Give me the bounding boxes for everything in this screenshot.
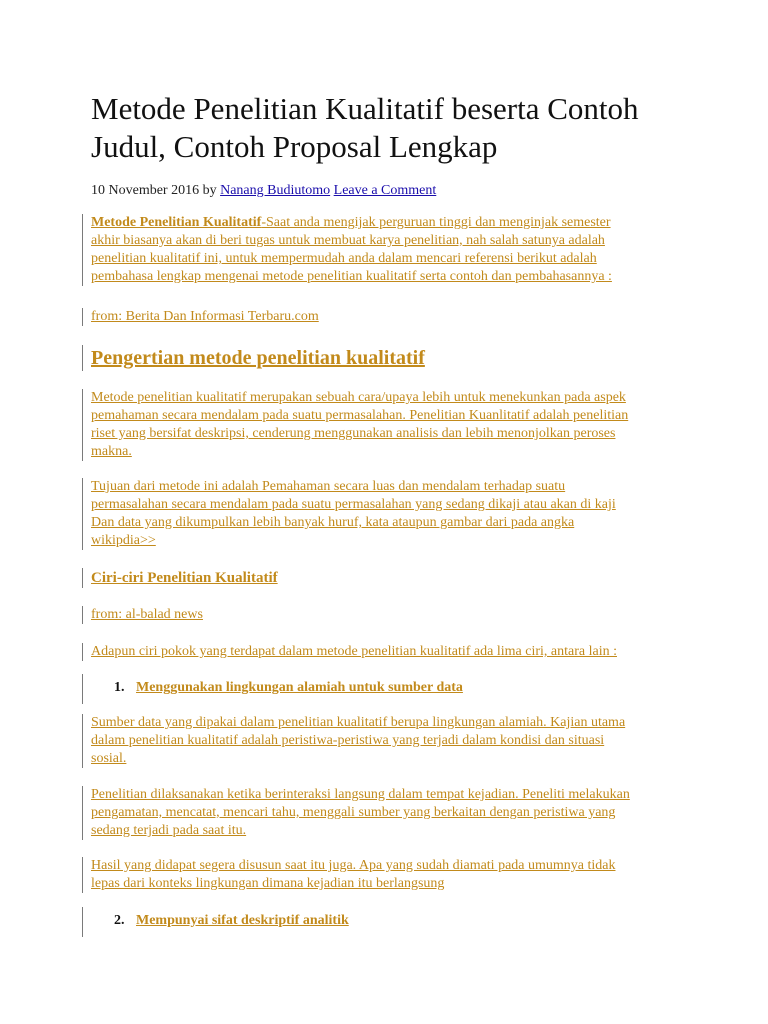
paragraph-hasil: Hasil yang didapat segera disusun saat itu juga. Apa yang sudah diamati pada umumnya tidak lepas dari konteks lingkungan dimana kejadian itu berlangsung — [82, 857, 616, 893]
post-date: 10 November 2016 — [91, 183, 200, 198]
paragraph-tujuan: Tujuan dari metode ini adalah Pemahaman secara luas dan mendalam terhadap suatu permasalahan secara mendalam pada suatu permasalahan yang sedang dikaji atau akan di kaji Dan data yang dikumpulkan lebih banyak huruf, kata ataupun gambar dari pada angka wikipdia>> — [82, 478, 616, 550]
heading-pengertian: Pengertian metode penelitian kualitatif — [82, 345, 425, 371]
author-link[interactable]: Nanang Budiutomo — [220, 183, 331, 198]
intro-line-2: akhir biasanya akan di beri tugas untuk membuat karya penelitian, nah salah satunya adalah — [91, 233, 605, 248]
intro-line-1: Metode Penelitian Kualitatif-Saat anda mengijak perguruan tinggi dan menginjak semester — [91, 215, 611, 230]
intro-line-4: pembahasa lengkap mengenai metode penelitian kualitatif serta contoh dan pembahasannya : — [91, 269, 612, 284]
list-item-2 — [82, 907, 583, 937]
list-item-number: 1. — [114, 680, 125, 695]
list-item-1 — [82, 674, 583, 704]
source-line-2[interactable]: from: al-balad news — [82, 606, 203, 624]
paragraph-sumber-data: Sumber data yang dipakai dalam penelitian kualitatif berupa lingkungan alamiah. Kajian utama dalam penelitian kualitatif adalah peristiwa-peristiwa yang terjadi dalam kondisi dan situasi sosial. — [82, 714, 625, 768]
paragraph-pengertian: Metode penelitian kualitatif merupakan sebuah cara/upaya lebih untuk menekunkan pada aspek pemahaman secara mendalam pada suatu permasalahan. Penelitian Kuanlitatif adalah penelitian riset yang bersifat deskripsi, cenderung menggunakan analisis dan lebih menonjolkan peroses makna. — [82, 389, 628, 461]
heading-ciri-ciri: Ciri-ciri Penelitian Kualitatif — [82, 568, 278, 588]
paragraph-adapun: Adapun ciri pokok yang terdapat dalam metode penelitian kualitatif ada lima ciri, antara lain : — [82, 643, 617, 661]
post-meta — [91, 182, 436, 200]
intro-paragraph — [82, 214, 612, 286]
paragraph-dilaksanakan: Penelitian dilaksanakan ketika berinteraksi langsung dalam tempat kejadian. Peneliti melakukan pengamatan, mencatat, mencari tahu, menggali sumber yang berkaitan dengan peristiwa yang sedang terjadi pada saat itu. — [82, 786, 630, 840]
list-item-number: 2. — [114, 913, 125, 928]
wikipedia-link[interactable]: wikipdia>> — [91, 533, 156, 548]
leave-comment-link[interactable]: Leave a Comment — [333, 183, 437, 198]
list-item-text[interactable]: Menggunakan lingkungan alamiah untuk sumber data — [136, 680, 463, 695]
post-by: by — [202, 183, 217, 198]
page-title: Metode Penelitian Kualitatif beserta Contoh Judul, Contoh Proposal Lengkap — [91, 91, 639, 164]
intro-lead: Metode Penelitian Kualitatif — [91, 215, 262, 230]
source-line-1[interactable]: from: Berita Dan Informasi Terbaru.com — [82, 308, 319, 326]
list-item-text[interactable]: Mempunyai sifat deskriptif analitik — [136, 913, 349, 928]
intro-line-3: penelitian kualitatif ini, untuk mempermudah anda dalam mencari referensi berikut adalah — [91, 251, 597, 266]
